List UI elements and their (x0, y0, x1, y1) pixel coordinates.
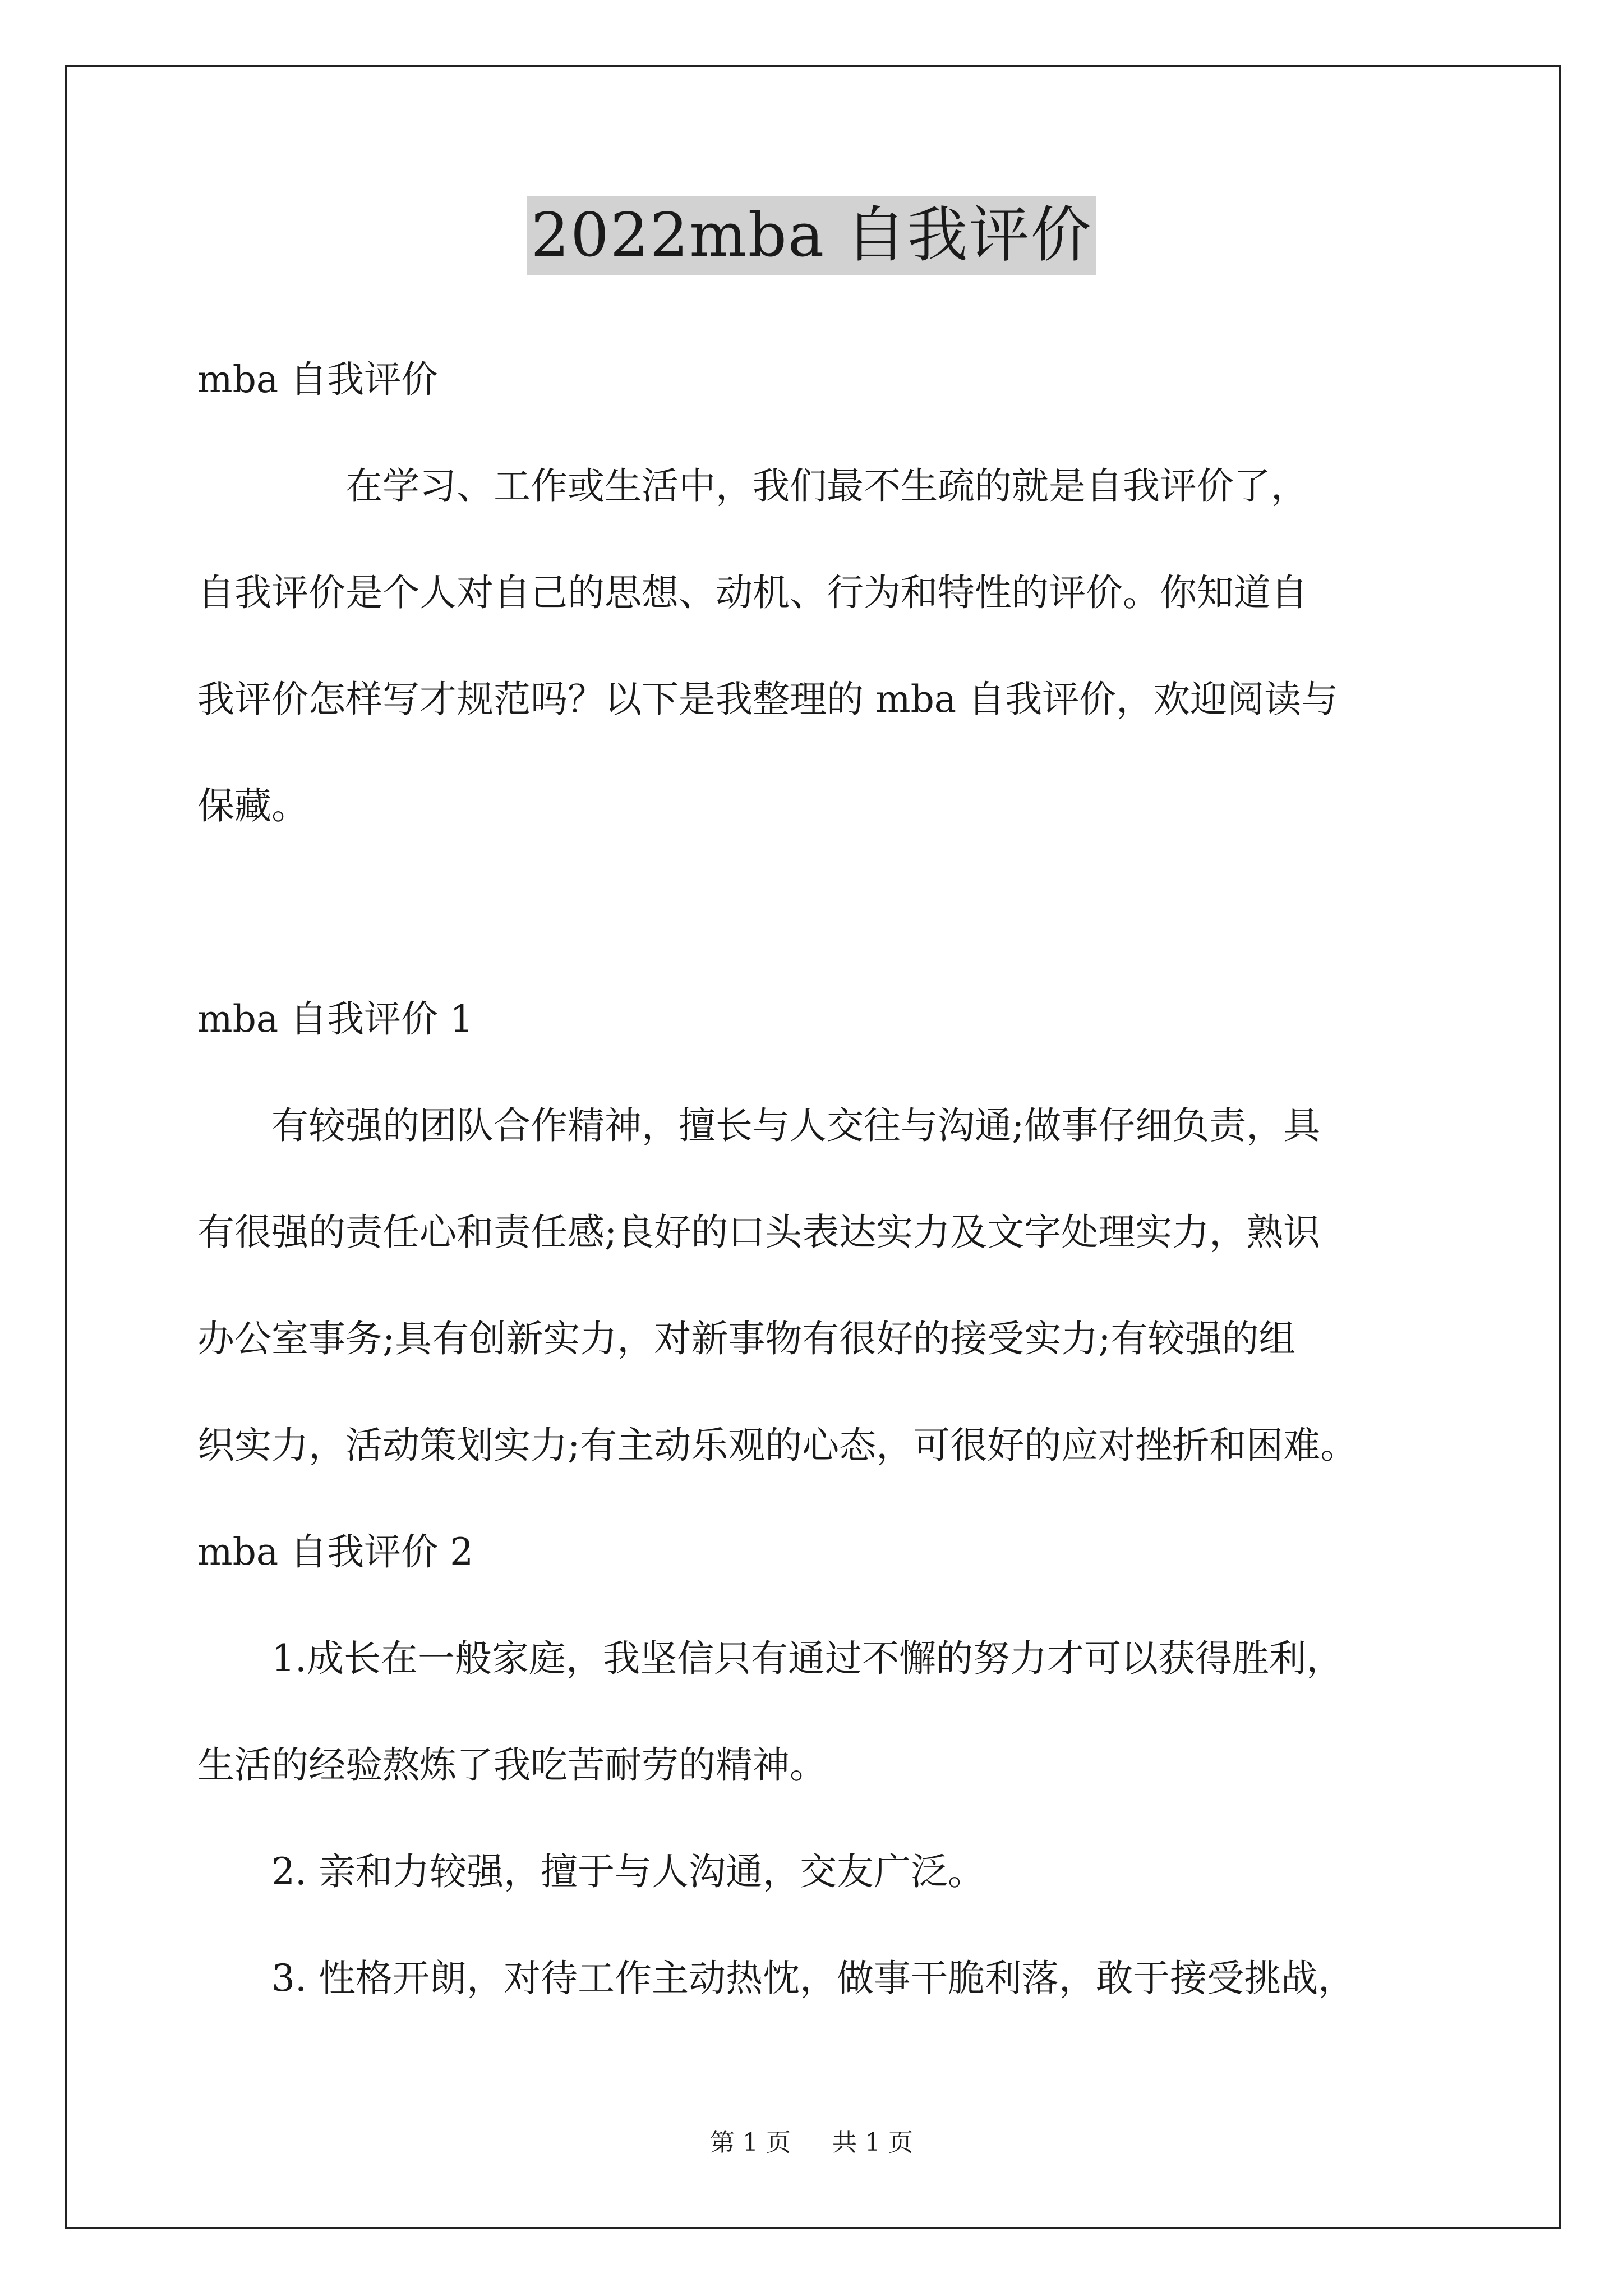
document-title: 2022mba 自我评价 (527, 196, 1095, 275)
body-line-1: 在学习、工作或生活中，我们最不生疏的就是自我评价了， (197, 464, 1308, 508)
body-line-10: 生活的经验熬炼了我吃苦耐劳的精神。 (197, 1743, 827, 1787)
body-line-12: 3. 性格开朗，对待工作主动热忱，做事干脆利落，敢于接受挑战， (197, 1957, 1355, 2000)
body-line-3: 我评价怎样写才规范吗？以下是我整理的 mba 自我评价，欢迎阅读与 (197, 678, 1339, 721)
title-container (0, 196, 1623, 275)
page-number: 第 1 页 (710, 2128, 791, 2157)
body-line-8: 织实力，活动策划实力;有主动乐观的心态，可很好的应对挫折和困难。 (197, 1424, 1358, 1467)
body-line-7: 办公室事务;具有创新实力，对新事物有很好的接受实力;有较强的组 (197, 1317, 1296, 1360)
section-heading-intro: mba 自我评价 (197, 358, 439, 401)
body-line-11: 2. 亲和力较强，擅于与人沟通，交友广泛。 (197, 1850, 985, 1893)
page-total: 共 1 页 (832, 2128, 913, 2157)
page-footer (0, 2126, 1623, 2160)
body-line-9: 1.成长在一般家庭，我坚信只有通过不懈的努力才可以获得胜利， (197, 1637, 1343, 1680)
body-line-4: 保藏。 (197, 784, 308, 827)
section-heading-1: mba 自我评价 1 (197, 997, 474, 1041)
body-line-6: 有很强的责任心和责任感;良好的口头表达实力及文字处理实力，熟识 (197, 1211, 1321, 1254)
body-line-5: 有较强的团队合作精神，擅长与人交往与沟通;做事仔细负责，具 (197, 1104, 1321, 1147)
body-line-2: 自我评价是个人对自己的思想、动机、行为和特性的评价。你知道自 (197, 571, 1308, 614)
section-heading-2: mba 自我评价 2 (197, 1530, 474, 1573)
